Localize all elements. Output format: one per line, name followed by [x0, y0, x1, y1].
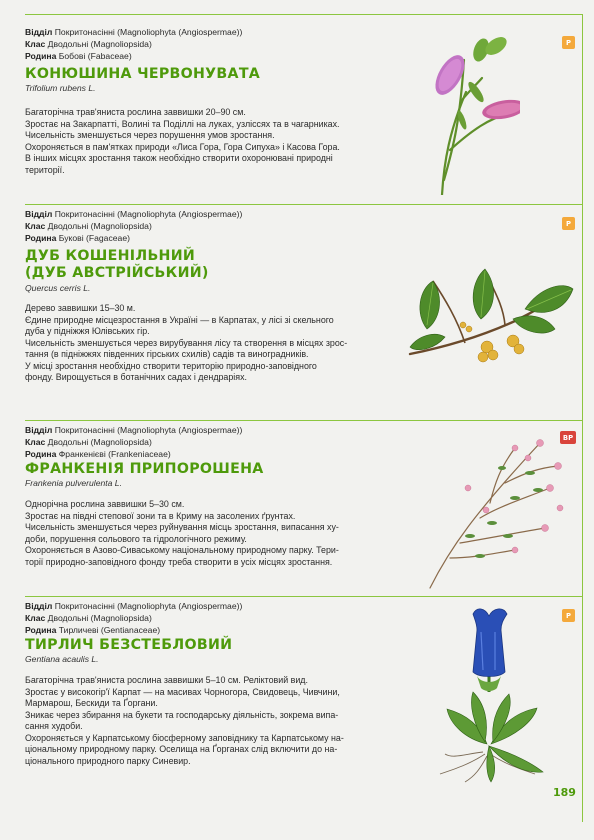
taxon-family: Родина Франкенієві (Frankeniaceae)	[25, 449, 171, 459]
species-description: Багаторічна трав'яниста рослина заввишки 5–10 см. Реліктовий вид. Зростає у високогір'ї Карпат — на масивах Чорногора, Свидовець, Чивчини, Мармарош, Бескиди та Ґоргани. Зникає через збирання на букети та господарську діяльність, зокрема випа- сання худоби. Охороняється у Карпатському біосферному заповіднику та Карпатському на- ціональному природному парку. Оселища на Ґорганах слід включити до на- ціонального природного парку Синевир.	[25, 675, 344, 766]
section-rule	[25, 420, 582, 421]
trifolium-illustration	[410, 30, 520, 195]
status-badge-rare: Р	[562, 217, 575, 230]
taxon-division: Відділ Покритонасінні (Magnoliophyta (Angiospermae))	[25, 425, 243, 435]
latin-name: Quercus cerris L.	[25, 283, 91, 293]
taxon-class: Клас Дводольні (Magnoliopsida)	[25, 613, 152, 623]
gentiana-illustration	[425, 604, 565, 784]
taxon-class: Клас Дводольні (Magnoliopsida)	[25, 221, 152, 231]
taxon-class: Клас Дводольні (Magnoliopsida)	[25, 39, 152, 49]
status-badge-vulnerable: ВР	[560, 431, 576, 444]
taxon-division: Відділ Покритонасінні (Magnoliophyta (Angiospermae))	[25, 27, 243, 37]
oak-branch-illustration	[405, 259, 575, 369]
species-title: КОНЮШИНА ЧЕРВОНУВАТА	[25, 66, 261, 82]
status-badge-rare: Р	[562, 36, 575, 49]
species-title: ДУБ КОШЕНІЛЬНИЙ (ДУБ АВСТРІЙСЬКИЙ)	[25, 248, 209, 281]
species-title: ФРАНКЕНІЯ ПРИПОРОШЕНА	[25, 461, 264, 477]
margin-rule	[582, 14, 583, 822]
taxon-family: Родина Бобові (Fabaceae)	[25, 51, 132, 61]
section-rule	[25, 596, 582, 597]
species-entry-trifolium	[25, 14, 582, 204]
section-rule	[25, 14, 582, 15]
species-entry-gentiana	[25, 596, 582, 796]
status-badge-rare: Р	[562, 609, 575, 622]
frankenia-illustration	[420, 428, 570, 593]
species-description: Однорічна рослина заввишки 5–30 см. Зростає на півдні степової зони та в Криму на засолених ґрунтах. Чисельність зменшується через руйнування місць зростання, випасання ху- доби, порушення сольового та гідрологічного режиму. Охороняється в Азово-Сиваському національному природному парку. Тери- торії природно-заповідного фонду треба створити в усіх місцях зростання.	[25, 499, 339, 567]
latin-name: Frankenia pulverulenta L.	[25, 478, 122, 488]
species-title: ТИРЛИЧ БЕЗСТЕБЛОВИЙ	[25, 637, 233, 653]
taxon-division: Відділ Покритонасінні (Magnoliophyta (Angiospermae))	[25, 601, 243, 611]
taxon-family: Родина Букові (Fagaceae)	[25, 233, 130, 243]
latin-name: Gentiana acaulis L.	[25, 654, 99, 664]
latin-name: Trifolium rubens L.	[25, 83, 96, 93]
species-description: Дерево заввишки 15–30 м. Єдине природне місцезростання в Україні — в Карпатах, у лісі зі скельного дуба у підніжжя Юлівських гір. Чисельність зменшується через вирубування лісу та створення в місцях зрос- тання (в підніжжях південних гірських схилів) садів та виноградників. У місці зростання необхідно створити територію природно-заповідного фонду. Вирощується в ботанічних садах і дендраріях.	[25, 303, 348, 383]
page-number: 189	[553, 786, 576, 799]
species-description: Багаторічна трав'яниста рослина заввишки 20–90 см. Зростає на Закарпатті, Волині та Поділлі на луках, узліссях та в чагарниках. Чисельність зменшується через порушення умов зростання. Охороняється в пам'ятках природи «Лиса Гора, Гора Сипуха» і Касова Гора. В інших місцях зростання також необхідно створити охоронювані природні території.	[25, 107, 340, 175]
taxon-division: Відділ Покритонасінні (Magnoliophyta (Angiospermae))	[25, 209, 243, 219]
taxon-family: Родина Тирличеві (Gentianaceae)	[25, 625, 161, 635]
section-rule	[25, 204, 582, 205]
species-entry-frankenia	[25, 420, 582, 596]
taxon-class: Клас Дводольні (Magnoliopsida)	[25, 437, 152, 447]
species-entry-quercus	[25, 204, 582, 420]
